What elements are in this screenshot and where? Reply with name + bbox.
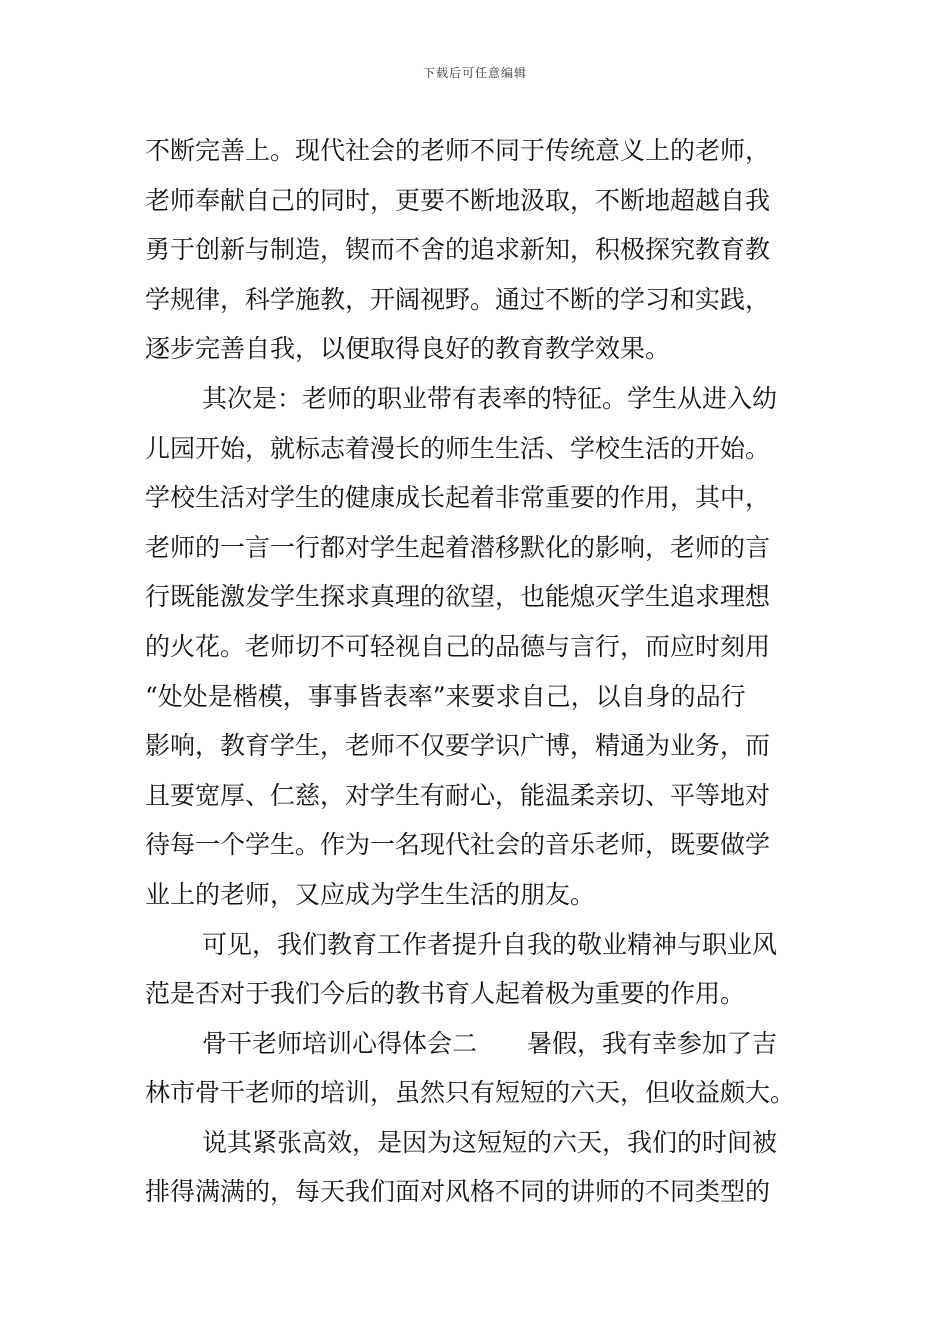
page-header: 下载后可任意编辑: [422, 66, 527, 80]
paragraph-start-line: 可见，我们教育工作者提升自我的敬业精神与职业风: [202, 929, 778, 959]
text-line: 的火花。老师切不可轻视自己的品德与言行，而应时刻用: [145, 631, 771, 661]
text-line: 范是否对于我们今后的教书育人起着极为重要的作用。: [145, 979, 746, 1009]
paragraph-start-line: 骨干老师培训心得体会二 暑假，我有幸参加了吉: [202, 1028, 778, 1058]
text-line: 待每一个学生。作为一名现代社会的音乐老师，既要做学: [145, 830, 771, 860]
text-line: 老师奉献自己的同时，更要不断地汲取，不断地超越自我: [145, 185, 771, 215]
text-line: 学规律，科学施教，开阔视野。通过不断的学习和实践，: [145, 284, 771, 314]
text-line: 儿园开始，就标志着漫长的师生生活、学校生活的开始。: [145, 433, 771, 463]
text-line: 勇于创新与制造，锲而不舍的追求新知，积极探究教育教: [145, 235, 771, 265]
paragraph-start-line: 说其紧张高效，是因为这短短的六天，我们的时间被: [202, 1127, 778, 1157]
text-line: 业上的老师，又应成为学生生活的朋友。: [145, 879, 596, 909]
text-line: 林市骨干老师的培训，虽然只有短短的六天，但收益颇大。: [145, 1078, 796, 1108]
document-body: [145, 126, 810, 1217]
text-line: 影响，教育学生，老师不仅要学识广博，精通为业务，而: [145, 731, 771, 761]
paragraph-start-line: 其次是：老师的职业带有表率的特征。学生从进入幼: [202, 383, 778, 413]
text-line: 逐步完善自我，以便取得良好的教育教学效果。: [145, 334, 671, 364]
text-line: 且要宽厚、仁慈，对学生有耐心，能温柔亲切、平等地对: [145, 780, 771, 810]
text-line: 行既能激发学生探求真理的欲望，也能熄灭学生追求理想: [145, 582, 771, 612]
text-line: 排得满满的，每天我们面对风格不同的讲师的不同类型的: [145, 1177, 771, 1207]
text-line: 学校生活对学生的健康成长起着非常重要的作用，其中，: [145, 483, 771, 513]
text-line: 不断完善上。现代社会的老师不同于传统意义上的老师，: [145, 136, 771, 165]
text-line: 老师的一言一行都对学生起着潜移默化的影响，老师的言: [145, 532, 771, 562]
text-line: “处处是楷模，事事皆表率”来要求自己，以自身的品行: [145, 681, 746, 711]
